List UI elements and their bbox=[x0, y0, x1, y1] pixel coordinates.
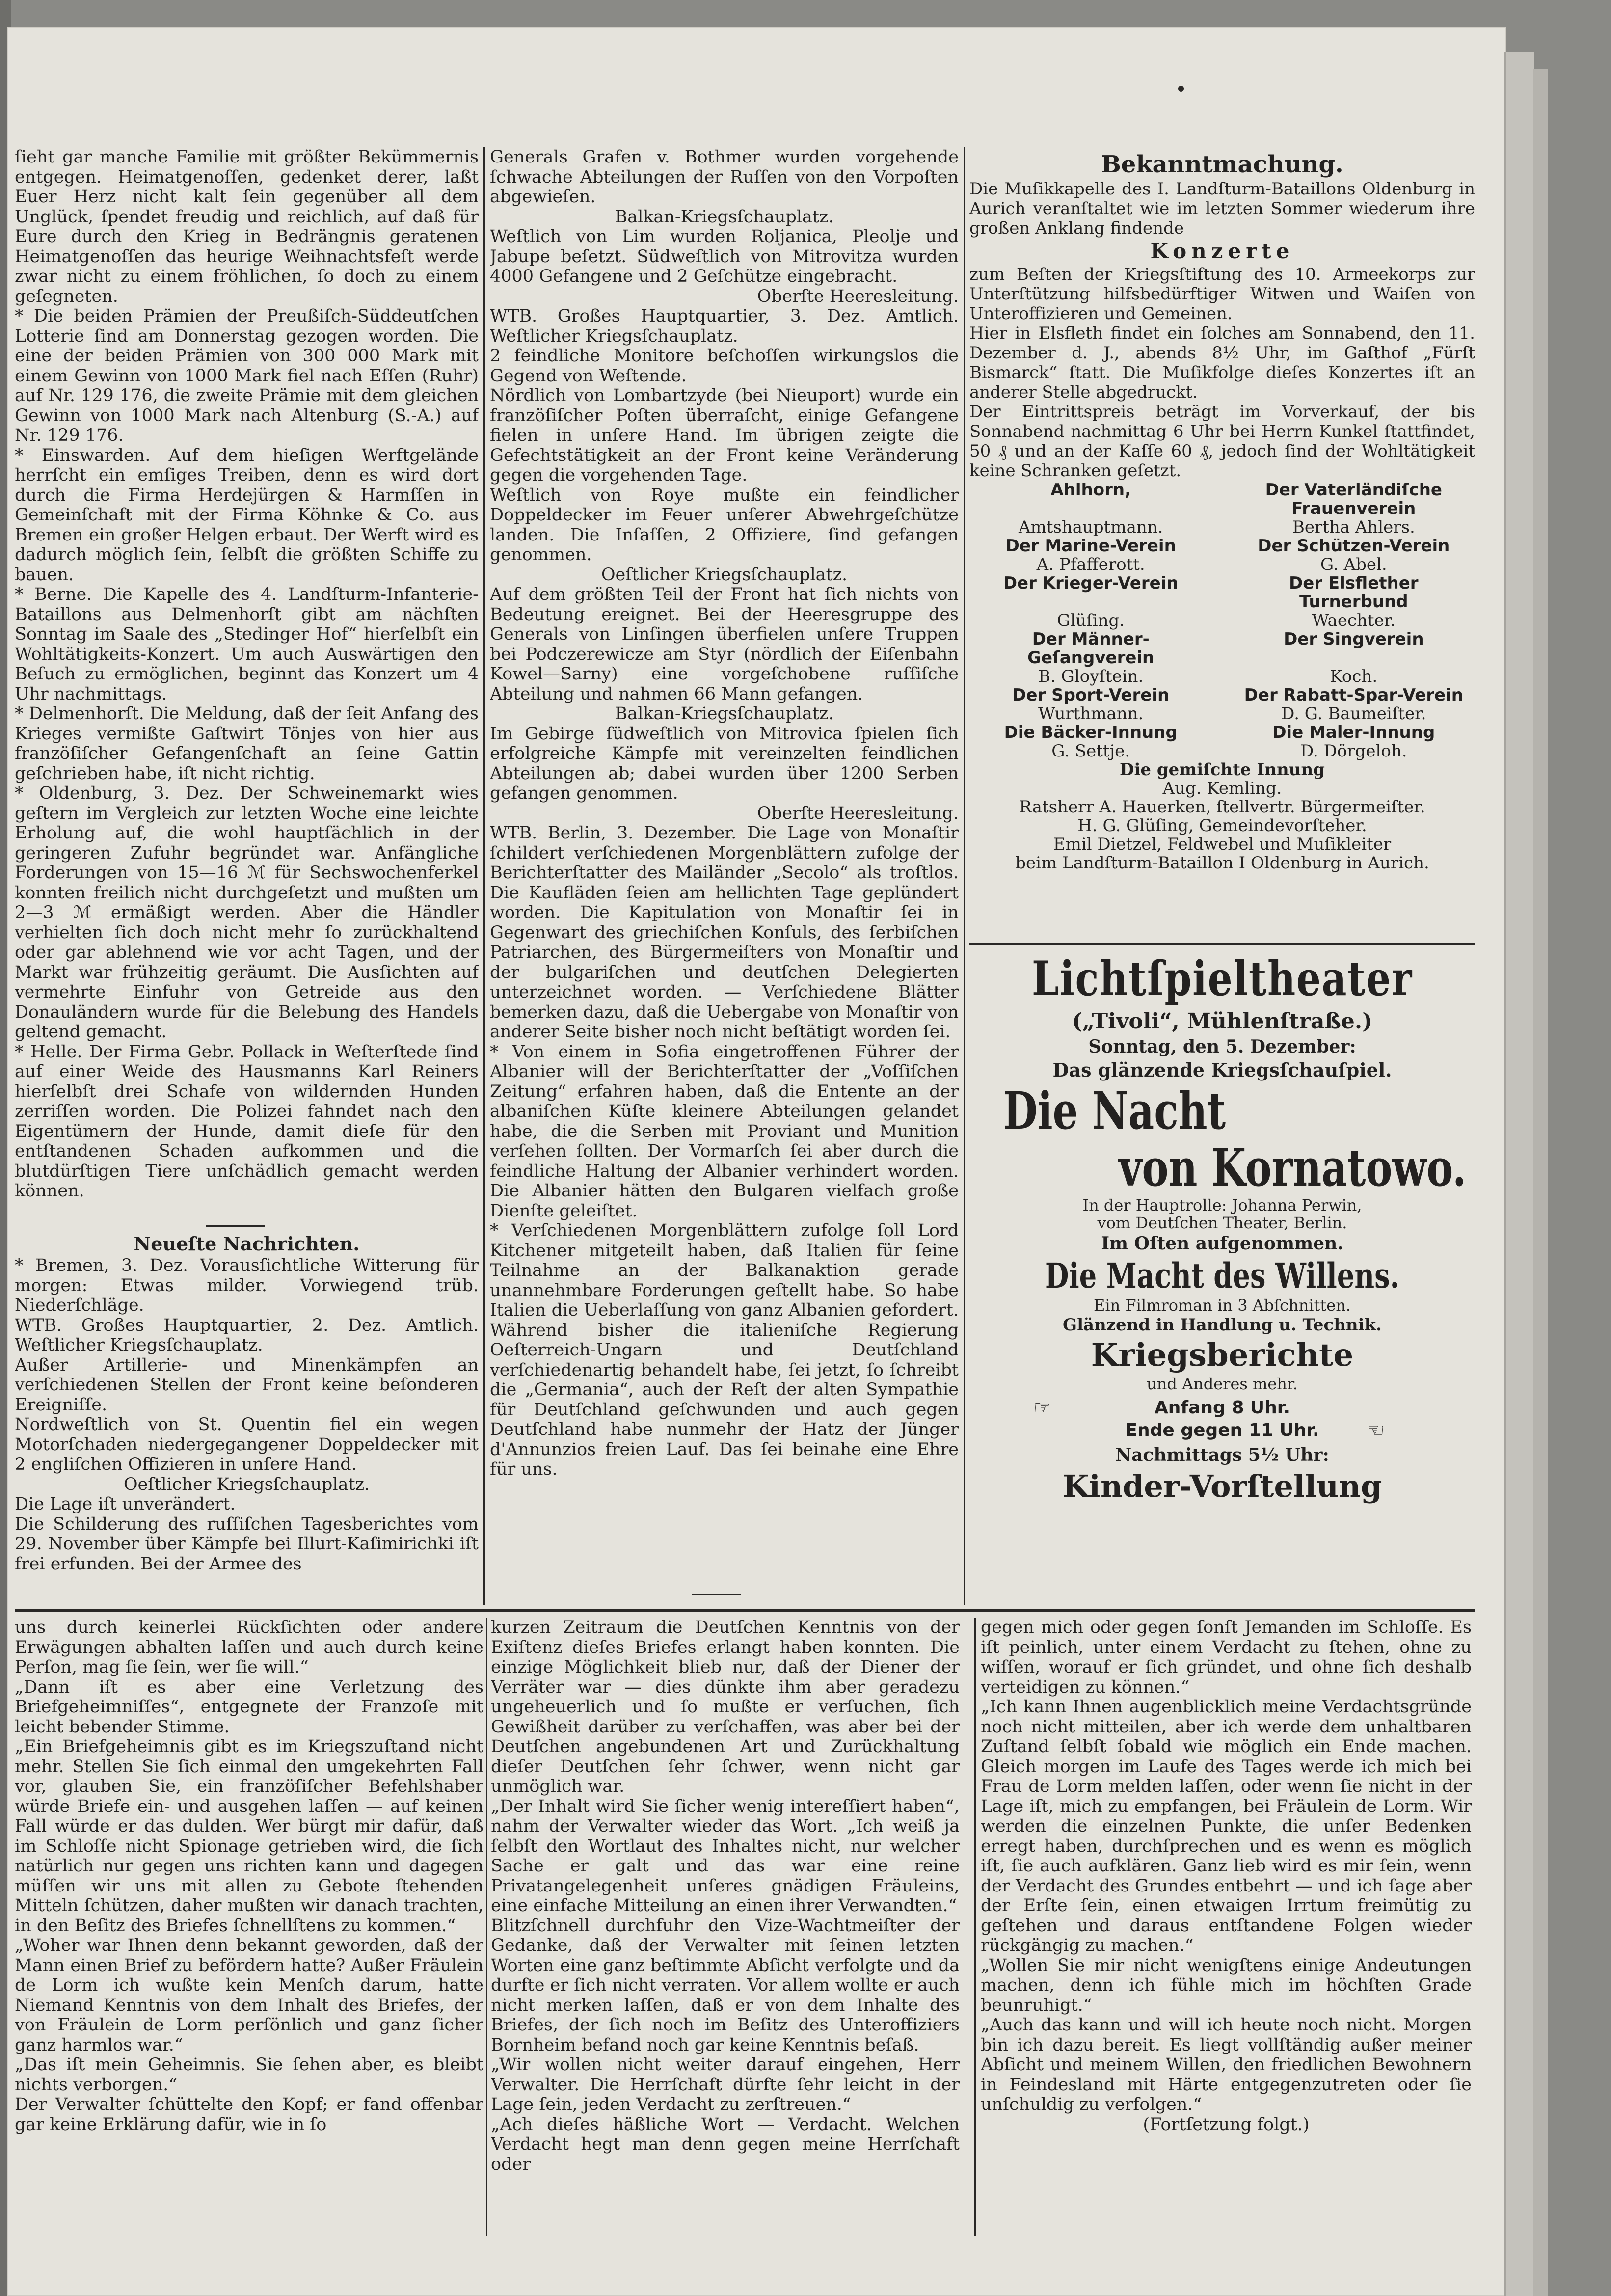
article-paragraph: Nördlich von Lombartzyde (bei Nieuport) wurde ein franzöſiſcher Poſten überraſcht, einige Gefangene fielen in unſere Hand. Im übrigen zeigte die Gefechtstätigkeit an der Front keine Veränderung gegen die vorgehenden Tage. bbox=[490, 386, 959, 485]
news-subheading: Oeſtlicher Kriegsſchauplatz. bbox=[123, 1474, 370, 1494]
serial-paragraph: „Dann iſt es aber eine Verletzung des Briefgeheimniſſes“, entgegnete der Franzoſe mit leicht bebender Stimme. bbox=[15, 1677, 483, 1737]
serial-paragraph: „Wollen Sie mir nicht wenigſtens einige Andeutungen machen, denn ich fühle mich im höchſten Grade beunruhigt.“ bbox=[981, 1955, 1472, 2015]
section-divider bbox=[692, 1594, 741, 1595]
serial-column-2 bbox=[491, 1618, 960, 2241]
signer-line: H. G. Glüſing, Gemeindevorſteher. bbox=[1077, 816, 1367, 836]
notice-price: Der Eintrittspreis beträgt im Vorverkauf, der bis Sonnabend nachmittag 6 Uhr bei Herrn Kunkel ſtattfindet, 50 ₰ und an der Kaſſe 60 ₰, jedoch ſind der Wohltätigkeit keine Schranken geſetzt. bbox=[969, 402, 1475, 481]
war-reports-heading: Kriegsberichte bbox=[1091, 1337, 1354, 1374]
lead-actress: In der Hauptrolle: Johanna Perwin, bbox=[1082, 1196, 1362, 1215]
signer-row: B. Gloyſtein. Koch. bbox=[1038, 667, 1378, 686]
show-date: Sonntag, den 5. Dezember: bbox=[1088, 1036, 1356, 1057]
article-paragraph: ſieht gar manche Familie mit größter Bekümmernis entgegen. Heimatgenoſſen, gedenket derer, laßt Euer Herz nicht kalt ſein gegenüber all dem Unglück, ſpendet freudig und reichlich, auf daß für Eure durch den Krieg in Bedrängnis geratenen Heimatgenoſſen das heurige Weihnachtsfeſt werde zwar nicht zu einem fröhlichen, ſo doch zu einem geſegneten. bbox=[15, 147, 479, 306]
column-rule bbox=[483, 147, 485, 1605]
serial-paragraph: „Ich kann Ihnen augenblicklich meine Verdachtsgründe noch nicht mitteilen, aber ich werde dem unhaltbaren Zuſtand ſelbſt ſobald wie möglich ein Ende machen. Gleich morgen im Laufe des Tages werde ich mich bei Frau de Lorm melden laſſen, oder wenn ſie nicht in der Lage iſt, mich zu empfangen, bei Fräulein de Lorm. Wir werden die einzelnen Punkte, die unſer Bedenken erregt haben, durchſprechen und es wenn es möglich iſt, ſie auch aufklären. Ganz lieb wird es mir ſein, wenn der Verdacht des Grundes entbehrt — und ich ſage aber der Erſte ſein, einen etwaigen Irrtum freimütig zu geſtehen und daraus entſtandene Folgen wieder rückgängig zu machen.“ bbox=[981, 1697, 1472, 1955]
serial-paragraph: „Ach dieſes häßliche Wort — Verdacht. Welchen Verdacht hegt man denn gegen meine Herrſchaft oder bbox=[491, 2114, 960, 2174]
start-time: Anfang 8 Uhr. bbox=[1154, 1398, 1290, 1418]
signer-line: Ratsherr A. Hauerken, ſtellvertr. Bürgermeiſter. bbox=[1019, 797, 1425, 817]
article-paragraph: * Oldenburg, 3. Dez. Der Schweinemarkt wies geſtern im Vergleich zur letzten Woche eine leichte Erholung auf, die wohl hauptſächlich in der geringeren Zufuhr begründet war. Anfängliche Forderungen von 15—16 ℳ für Sechswochenferkel konnten freilich nicht durchgeſetzt und mußten um 2—3 ℳ ermäßigt werden. Aber die Händler verhielten ſich doch nicht mehr ſo zurückhaltend oder gar ablehnend wie vor acht Tagen, und der Markt war frühzeitig geräumt. Die Ausſichten auf vermehrte Einfuhr von Getreide aus den Donauländern wurde für die Belebung des Handels geltend gemacht. bbox=[15, 783, 479, 1042]
article-signature: Oberſte Heeresleitung. bbox=[757, 286, 959, 306]
pointing-hand-left-icon: ☜ bbox=[1367, 1419, 1385, 1442]
news-paragraph: Die Lage iſt unverändert. bbox=[15, 1494, 236, 1514]
serial-paragraph: kurzen Zeitraum die Deutſchen Kenntnis von der Exiſtenz dieſes Briefes erlangt haben konnten. Die einzige Möglichkeit blieb nur, daß der Diener der Verräter war — dies dünkte ihm aber geradezu ungeheuerlich und ſo mußte er verſuchen, ſich Gewißheit darüber zu verſchaffen, was aber bei der Deutſchen angebundenen Art und Zurückhaltung dieſer Deutſchen ſehr ſchwer, wenn nicht gar unmöglich war. bbox=[491, 1618, 960, 1796]
signer-row: Glüſing. Waechter. bbox=[1057, 611, 1396, 630]
news-dateline: WTB. Großes Hauptquartier, 2. Dez. Amtlich. Weſtlicher Kriegsſchauplatz. bbox=[15, 1315, 479, 1355]
signer-line: beim Landſturm-Bataillon I Oldenburg in Aurich. bbox=[1015, 853, 1429, 873]
film-title-1a: Die Nacht bbox=[1003, 1080, 1226, 1141]
signer-guild-name: Aug. Kemling. bbox=[1162, 779, 1282, 798]
signer-row: Der Sport-Verein Der Rabatt-Spar-Verein bbox=[1012, 685, 1463, 705]
notice-title: Bekanntmachung. bbox=[1101, 151, 1343, 178]
serial-column-1 bbox=[15, 1618, 483, 2241]
news-paragraph: Nordweſtlich von St. Quentin fiel ein wegen Motorſchaden niedergegangener Doppeldecker mit 2 engliſchen Offizieren in unſere Hand. bbox=[15, 1415, 479, 1474]
news-dateline: WTB. Großes Hauptquartier, 3. Dez. Amtlich. Weſtlicher Kriegsſchauplatz. bbox=[490, 306, 959, 346]
film-note: Im Oſten aufgenommen. bbox=[1101, 1233, 1343, 1254]
serial-paragraph: „Wir wollen nicht weiter darauf eingehen, Herr Verwalter. Die Herrſchaft dürfte ſehr leicht in der Lage ſein, jeden Verdacht zu zerſtreuen.“ bbox=[491, 2055, 960, 2114]
signer-row: Amtshauptmann. Bertha Ahlers. bbox=[1018, 517, 1415, 537]
signer-line: Emil Dietzel, Feldwebel und Muſikleiter bbox=[1053, 835, 1392, 854]
article-paragraph: 2 feindliche Monitore beſchoſſen wirkungslos die Gegend von Weſtende. bbox=[490, 346, 959, 386]
page-right-edge bbox=[1504, 52, 1534, 2296]
feuilleton-rule bbox=[15, 1609, 1475, 1612]
notice-intro: Die Muſikkapelle des I. Landſturm-Bataillons Oldenburg in Aurich veranſtaltet wie im letzten Sommer wiederum ihre großen Anklang findende bbox=[969, 179, 1475, 238]
serial-continued: (Fortſetzung folgt.) bbox=[1143, 2114, 1310, 2134]
film-description: Ein Filmroman in 3 Abſchnitten. bbox=[1094, 1296, 1351, 1315]
concert-notice bbox=[969, 150, 1475, 945]
article-paragraph: * Delmenhorſt. Die Meldung, daß der ſeit Anfang des Krieges vermißte Gaſtwirt Tönjes von hier aus franzöſiſcher Gefangenſchaft an ſeine Gattin geſchrieben habe, iſt nicht richtig. bbox=[15, 704, 479, 783]
children-show: Kinder-Vorſtellung bbox=[1062, 1468, 1382, 1504]
signer-row: Die Bäcker-Innung Die Maler-Innung bbox=[1004, 723, 1435, 742]
column-rule bbox=[964, 147, 965, 1605]
column-local-news bbox=[15, 147, 479, 1217]
article-paragraph: * Einswarden. Auf dem hieſigen Werftgelände herrſcht ein emſiges Treiben, denn es wird dort durch die Firma Herdejürgen & Harmſſen in Gemeinſchaft mit der Firma Köhnke & Co. aus Bremen ein großer Helgen erbaut. Der Werft wird es dadurch möglich ſein, ſelbſt die größten Schiffe zu bauen. bbox=[15, 445, 479, 585]
news-subheading: Balkan-Kriegsſchauplatz. bbox=[615, 207, 834, 227]
signer-row: G. Settje. D. Dörgeloh. bbox=[1051, 741, 1407, 761]
article-paragraph: * Helle. Der Firma Gebr. Pollack in Weſterſtede ſind auf einer Weide des Hausmanns Karl Reiners hierſelbſt drei Schafe von wildernden Hunden zerriſſen worden. Die Polizei fahndet nach den Eigentümern der Hunde, damit dieſe für den entſtandenen Schaden aufkommen und die blutdürſtigen Tiere unſchädlich gemacht werden können. bbox=[15, 1042, 479, 1201]
pointing-hand-right-icon: ☞ bbox=[1033, 1397, 1051, 1419]
serial-paragraph: uns durch keinerlei Rückſichten oder andere Erwägungen abhalten laſſen und auch durch keine Perſon, mag ſie ſein, wer ſie will.“ bbox=[15, 1618, 483, 1677]
signer-row: Der Krieger-Verein Der Elsflether Turnerbund bbox=[1003, 573, 1419, 612]
serial-paragraph: „Der Inhalt wird Sie ſicher wenig intereſſiert haben“, nahm der Verwalter wieder das Wort. „Ich weiß ja ſelbſt den Wortlaut des Inhaltes nicht, nur welcher Sache er galt und das war eine reine Privatangelegenheit unſeres gnädigen Fräuleins, eine einfache Mitteilung an einen ihrer Verwandten.“ bbox=[491, 1796, 960, 1916]
film-quality: Glänzend in Handlung u. Technik. bbox=[1063, 1315, 1382, 1335]
notice-place: Hier in Elsfleth findet ein ſolches am Sonnabend, den 11. Dezember d. J., abends 8½ Uhr, im Gaſthof „Fürſt Bismarck“ ſtatt. Die Muſikfolge dieſes Konzertes iſt an anderer Stelle abgedruckt. bbox=[969, 324, 1475, 402]
notice-purpose: zum Beſten der Kriegsſtiftung des 10. Armeekorps zur Unterſtützung hilfsbedürftiger Witwen und Waiſen von Unteroffizieren und Gemeinen. bbox=[969, 265, 1475, 324]
afternoon-time: Nachmittags 5½ Uhr: bbox=[1115, 1445, 1329, 1465]
news-subheading: Balkan-Kriegsſchauplatz. bbox=[615, 704, 834, 724]
notice-concerts: Konzerte bbox=[1150, 239, 1294, 263]
serial-paragraph: „Woher war Ihnen denn bekannt geworden, daß der Mann einen Brief zu befördern hatte? Außer Fräulein de Lorm ich wußte kein Menſch darum, hatte Niemand Kenntnis von dem Inhalt des Briefes, der von Fräulein de Lorm perſönlich und ganz ſicher ganz harmlos war.“ bbox=[15, 1936, 483, 2055]
serial-paragraph: „Das iſt mein Geheimnis. Sie ſehen aber, es bleibt nichts verborgen.“ bbox=[15, 2055, 483, 2095]
serial-column-3 bbox=[981, 1618, 1472, 2241]
cinema-title: Lichtſpieltheater bbox=[1031, 951, 1413, 1006]
article-signature: Oberſte Heeresleitung. bbox=[757, 803, 959, 823]
ad-border-top bbox=[969, 943, 1475, 945]
end-row bbox=[974, 1420, 1470, 1443]
article-paragraph: Generals Grafen v. Bothmer wurden vorgehende ſchwache Abteilungen der Ruſſen von den Vorpoſten abgewieſen. bbox=[490, 147, 959, 207]
article-paragraph: Im Gebirge ſüdweſtlich von Mitrovica ſpielen ſich erfolgreiche Kämpfe mit vereinzelten feindlichen Abteilungen ab; dabei wurden über 1200 Serben gefangen genommen. bbox=[490, 724, 959, 803]
signer-row: Ahlhorn, Der Vaterländiſche Frauenverein bbox=[1050, 480, 1442, 518]
serial-paragraph: gegen mich oder gegen ſonſt Jemanden im Schloſſe. Es iſt peinlich, unter einem Verdacht zu ſtehen, ohne zu wiſſen, worauf er ſich gründet, und ohne ſich deshalb verteidigen zu können.“ bbox=[981, 1618, 1472, 1697]
signer-row: A. Pfafferott. G. Abel. bbox=[1036, 555, 1387, 574]
more-text: und Anderes mehr. bbox=[1147, 1375, 1298, 1393]
serial-paragraph: Der Verwalter ſchüttelte den Kopf; er fand offenbar gar keine Erklärung dafür, wie in ſo bbox=[15, 2095, 483, 2134]
news-paragraph: Außer Artillerie- und Minenkämpfen an verſchiedenen Stellen der Front keine beſonderen Ereigniſſe. bbox=[15, 1355, 479, 1415]
latest-news-heading: Neueſte Nachrichten. bbox=[134, 1233, 360, 1255]
article-paragraph: * Von einem in Sofia eingetroffenen Führer der Albanier will der Berichterſtatter der „Voſſiſchen Zeitung“ erfahren haben, daß die Entente an der albaniſchen Küſte kleinere Abteilungen gelandet habe, die die Serben mit Proviant und Munition verſehen ſollten. Der Vormarſch ſei aber durch die feindliche Haltung der Albanier verhindert worden. Die Albanier hätten den Bulgaren vielfach große Dienſte geleiſtet. bbox=[490, 1042, 959, 1221]
cinema-venue: („Tivoli“, Mühlenſtraße.) bbox=[1072, 1009, 1373, 1034]
signer-row: Der Männer-Geſangverein Der Singverein bbox=[1027, 629, 1424, 668]
film-title-1b: von Kornatowo. bbox=[1119, 1137, 1467, 1198]
article-paragraph: WTB. Berlin, 3. Dezember. Die Lage von Monaſtir ſchildert verſchiedenen Morgenblättern zufolge der Berichterſtatter des Mailänder „Secolo“ als troſtlos. Die Kaufläden ſeien am hellichten Tage geplündert worden. Die Kapitulation von Monaſtir ſei in Gegenwart des griechiſchen Konſuls, des ſerbiſchen Patriarchen, des Bürgermeiſters von Monaſtir und der bulgariſchen und deutſchen Delegierten unterzeichnet worden. — Verſchiedene Blätter bemerken dazu, daß die Uebergabe von Monaſtir von anderer Seite bisher noch nicht beſtätigt worden ſei. bbox=[490, 823, 959, 1042]
end-time: Ende gegen 11 Uhr. bbox=[1125, 1420, 1319, 1440]
signer-row: Der Marine-Verein Der Schützen-Verein bbox=[1005, 536, 1450, 556]
serial-paragraph: „Ein Briefgeheimnis gibt es im Kriegszuſtand nicht mehr. Stellen Sie ſich einmal den umgekehrten Fall vor, glauben Sie, ein franzöſiſcher Befehlshaber würde Briefe ein- und ausgehen laſſen — auf keinen Fall würde er das dulden. Wer bürgt mir dafür, daß im Schloſſe nicht Spionage getrieben wird, die ſich natürlich nur gegen uns richten kann und dagegen müſſen wir uns mit allen zu Gebote ſtehenden Mitteln ſchützen, daher mußten wir danach trachten, in den Beſitz des Briefes ſchnellſtens zu kommen.“ bbox=[15, 1737, 483, 1936]
article-paragraph: * Berne. Die Kapelle des 4. Landſturm-Infanterie-Bataillons aus Delmenhorſt gibt am nächſten Sonntag im Saale des „Stedinger Hof“ hierſelbſt ein Wohltätigkeits-Konzert. Um auch Auswärtigen den Beſuch zu ermöglichen, beginnt das Konzert um 4 Uhr nachmittags. bbox=[15, 585, 479, 704]
ink-dot bbox=[1178, 86, 1184, 92]
article-paragraph: * Die beiden Prämien der Preußiſch-Süddeutſchen Lotterie ſind am Donnerstag gezogen worden. Die eine der beiden Prämien von 300 000 Mark mit einem Gewinn von 1000 Mark fiel nach Eſſen (Ruhr) auf Nr. 129 176, die zweite Prämie mit dem gleichen Gewinn von 1000 Mark nach Altenburg (S.-A.) auf Nr. 129 176. bbox=[15, 306, 479, 445]
lead-theatre: vom Deutſchen Theater, Berlin. bbox=[1097, 1214, 1347, 1232]
section-divider bbox=[206, 1225, 265, 1227]
article-paragraph: Weſtlich von Lim wurden Roljanica, Pleolje und Jabupe beſetzt. Südweſtlich von Mitrovitza wurden 4000 Gefangene und 2 Geſchütze eingebracht. bbox=[490, 227, 959, 286]
news-subheading: Oeſtlicher Kriegsſchauplatz. bbox=[601, 565, 848, 585]
start-row bbox=[974, 1398, 1470, 1420]
serial-paragraph: „Auch das kann und will ich heute noch nicht. Morgen bin ich dazu bereit. Es liegt vollſtändig außer meiner Abſicht und meinem Willen, den friedlichen Bewohnern in Feindesland mit Härte entgegenzutreten oder ſie unſchuldig zu verfolgen.“ bbox=[981, 2015, 1472, 2114]
signer-row: Wurthmann. D. G. Baumeiſter. bbox=[1038, 704, 1426, 724]
column-war-reports bbox=[490, 147, 959, 1600]
show-genre: Das glänzende Kriegsſchauſpiel. bbox=[1052, 1059, 1392, 1081]
article-paragraph: * Verſchiedenen Morgenblättern zufolge ſoll Lord Kitchener mitgeteilt haben, daß Italien für ſeine Teilnahme an der Balkanaktion gerade unannehmbare Forderungen geſtellt habe. So habe Italien die Ueberlaſſung von ganz Albanien gefordert. Während bisher die italieniſche Regierung Oeſterreich-Ungarn und Deutſchland verſchiedenartig behandelt habe, ſei jetzt, ſo ſchreibt die „Germania“, auch der Reſt der alten Sympathie für Deutſchland geſchwunden und auch gegen Deutſchland habe nunmehr der Hatz der Jünger d'Annunzios freien Lauf. Das ſei beinahe eine Ehre für uns. bbox=[490, 1221, 959, 1479]
article-paragraph: Weſtlich von Roye mußte ein feindlicher Doppeldecker im Feuer unſerer Abwehrgeſchütze landen. Die Inſaſſen, 2 Offiziere, ſind gefangen genommen. bbox=[490, 485, 959, 565]
news-paragraph: Die Schilderung des ruſſiſchen Tagesberichtes vom 29. November über Kämpfe bei Illurt-Kaſimirichki iſt frei erfunden. Bei der Armee des bbox=[15, 1514, 479, 1574]
column-latest-news bbox=[15, 1232, 479, 1600]
news-paragraph: * Bremen, 3. Dez. Vorausſichtliche Witterung für morgen: Etwas milder. Vorwiegend trüb. Niederſchläge. bbox=[15, 1256, 479, 1315]
column-rule bbox=[486, 1618, 487, 2236]
serial-paragraph: Blitzſchnell durchfuhr den Vize-Wachtmeiſter der Gedanke, daß der Verwalter mit ſeinen letzten Worten eine ganz beſtimmte Abſicht verfolgte und da durfte er ſich nicht verraten. Vor allem wollte er auch nicht merken laſſen, daß er von dem Inhalte des Briefes, der ſich noch im Beſitz des Unteroffiziers Bornheim befand noch gar keine Kenntnis beſaß. bbox=[491, 1916, 960, 2055]
column-rule bbox=[974, 1618, 976, 2236]
film-title-2: Die Macht des Willens. bbox=[1045, 1255, 1400, 1296]
cinema-advertisement bbox=[974, 950, 1470, 1608]
page-stack-edge bbox=[1533, 69, 1548, 2296]
article-paragraph: Auf dem größten Teil der Front hat ſich nichts von Bedeutung ereignet. Bei der Heeresgruppe des Generals von Linſingen überfielen unſere Truppen bei Podczerewicze am Styr (nördlich der Eiſenbahn Kowel—Sarny) eine vorgeſchobene ruſſiſche Abteilung und nahmen 66 Mann gefangen. bbox=[490, 585, 959, 704]
signer-guild: Die gemiſchte Innung bbox=[1120, 760, 1325, 780]
